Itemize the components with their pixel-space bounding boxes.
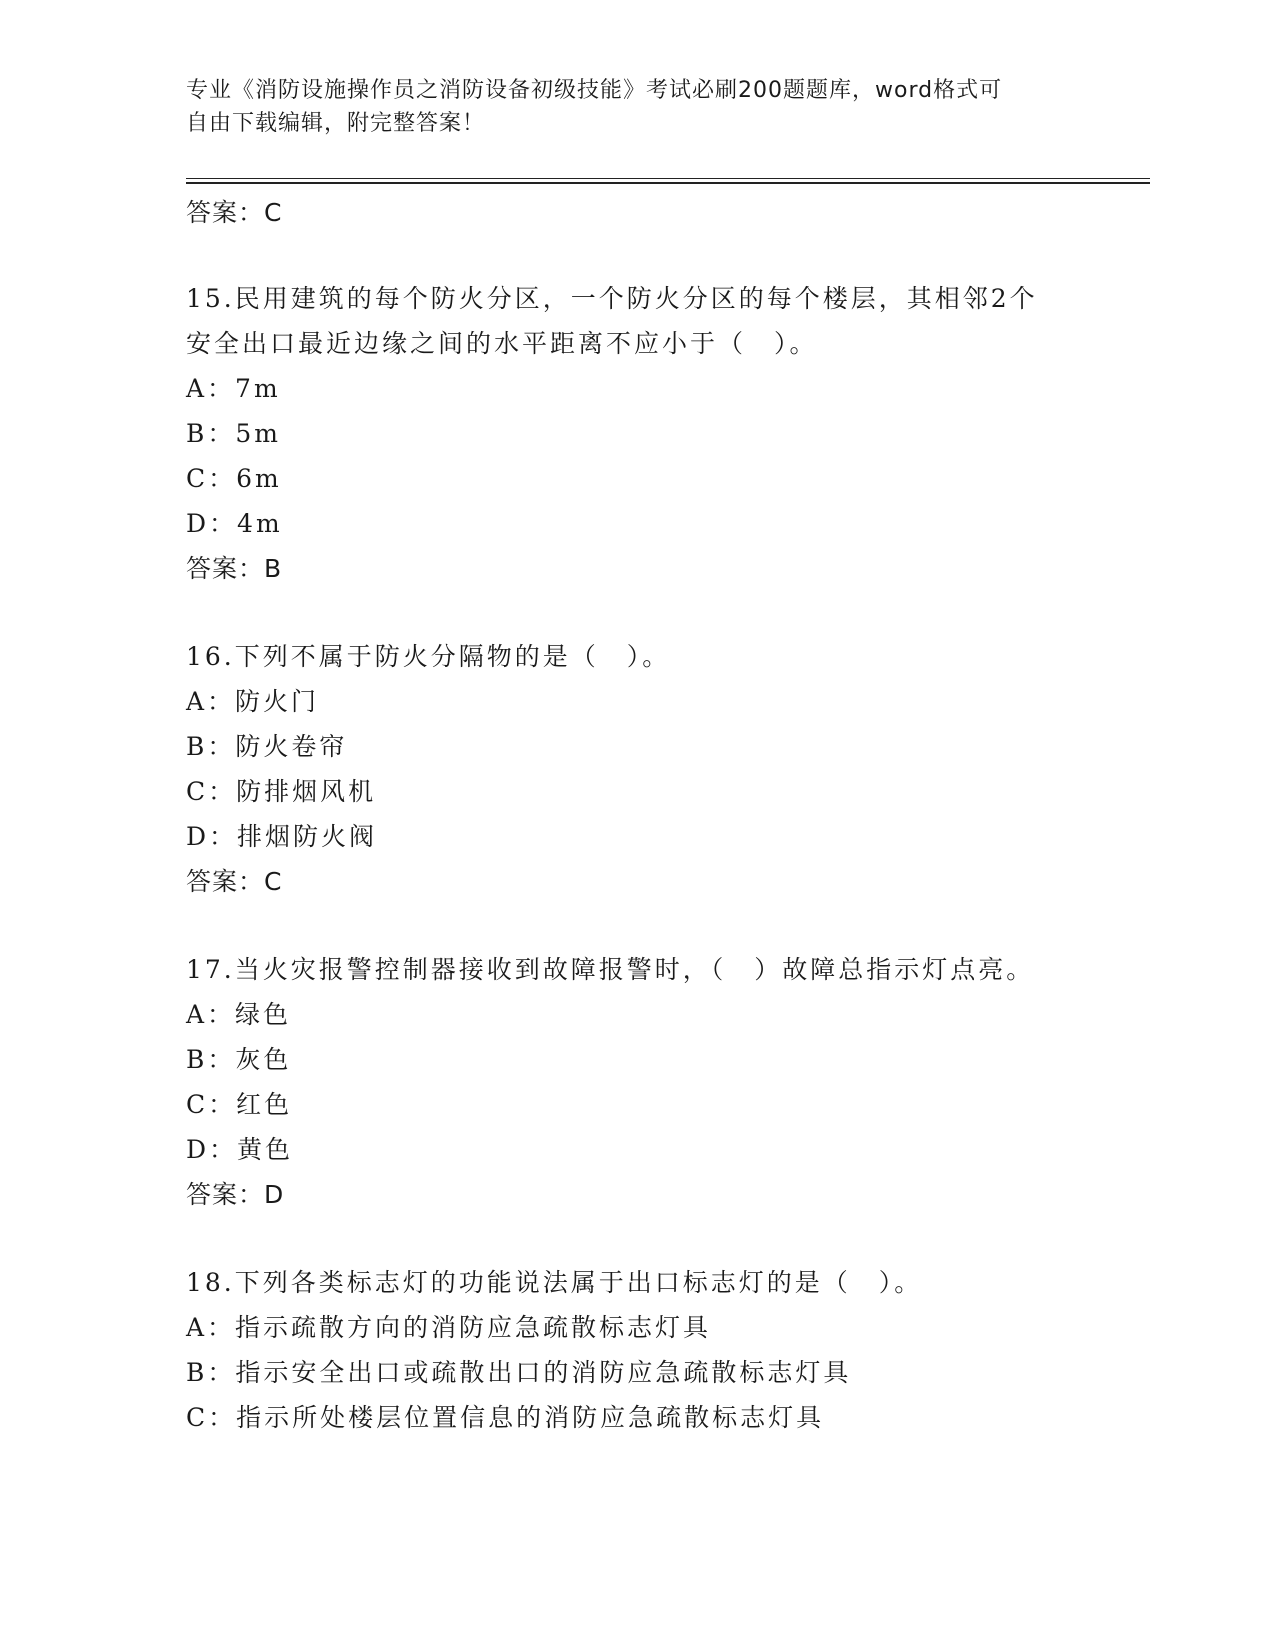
question-17 bbox=[186, 947, 1150, 1217]
question-content bbox=[186, 190, 1150, 1440]
header-divider-thin bbox=[186, 178, 1150, 179]
question-text-line: 安全出口最近边缘之间的水平距离不应小于（ ）。 bbox=[186, 329, 818, 358]
option-a: A：绿色 bbox=[186, 1000, 292, 1029]
answer-line: 答案：C bbox=[186, 198, 283, 227]
question-15 bbox=[186, 276, 1150, 591]
option-b: B：灰色 bbox=[186, 1045, 292, 1074]
spacer bbox=[186, 904, 1150, 947]
option-b: B：指示安全出口或疏散出口的消防应急疏散标志灯具 bbox=[186, 1358, 852, 1387]
option-a: A：7m bbox=[186, 374, 281, 403]
spacer bbox=[186, 233, 1150, 276]
answer-line: 答案：B bbox=[186, 554, 283, 583]
option-d: D：4m bbox=[186, 509, 283, 538]
option-c: C：红色 bbox=[186, 1090, 293, 1119]
question-18 bbox=[186, 1260, 1150, 1440]
option-c: C：防排烟风机 bbox=[186, 777, 377, 806]
answer-line: 答案：D bbox=[186, 1180, 285, 1209]
question-text-line: 15.民用建筑的每个防火分区，一个防火分区的每个楼层，其相邻2个 bbox=[186, 284, 1038, 313]
header-line-1: 专业《消防设施操作员之消防设备初级技能》考试必刷200题题库，word格式可 bbox=[186, 78, 1003, 103]
spacer bbox=[186, 1217, 1150, 1260]
option-c: C：6m bbox=[186, 464, 282, 493]
question-16 bbox=[186, 634, 1150, 904]
option-a: A：指示疏散方向的消防应急疏散标志灯具 bbox=[186, 1313, 712, 1342]
option-d: D：排烟防火阀 bbox=[186, 822, 378, 851]
question-text-line: 18.下列各类标志灯的功能说法属于出口标志灯的是（ ）。 bbox=[186, 1268, 923, 1297]
document-header bbox=[186, 74, 1066, 140]
option-c: C：指示所处楼层位置信息的消防应急疏散标志灯具 bbox=[186, 1403, 825, 1432]
option-b: B：防火卷帘 bbox=[186, 732, 348, 761]
header-divider-thick bbox=[186, 182, 1150, 184]
option-b: B：5m bbox=[186, 419, 281, 448]
header-line-2: 自由下载编辑，附完整答案！ bbox=[186, 111, 486, 136]
answer-line: 答案：C bbox=[186, 867, 283, 896]
spacer bbox=[186, 591, 1150, 634]
option-d: D：黄色 bbox=[186, 1135, 294, 1164]
option-a: A：防火门 bbox=[186, 687, 320, 716]
question-text-line: 16.下列不属于防火分隔物的是（ ）。 bbox=[186, 642, 671, 671]
question-text-line: 17.当火灾报警控制器接收到故障报警时，（ ）故障总指示灯点亮。 bbox=[186, 955, 1035, 984]
